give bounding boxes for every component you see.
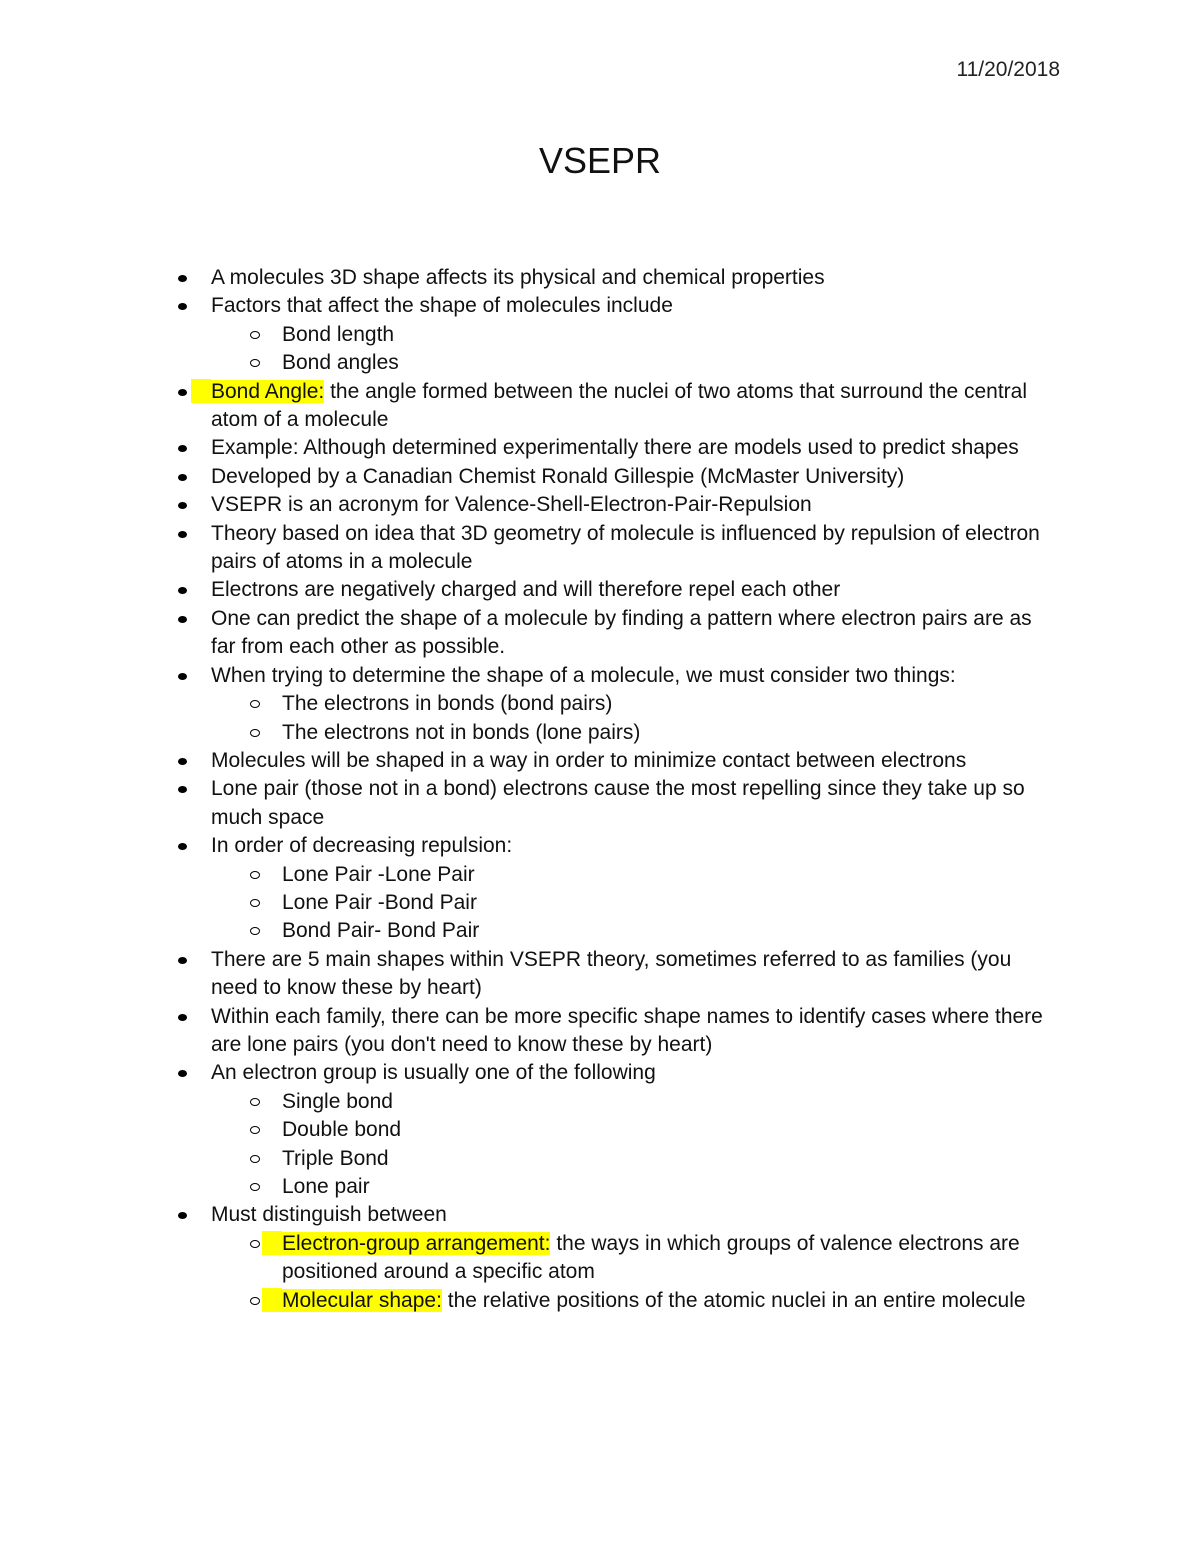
- list-item-text: the relative positions of the atomic nuclei in an entire molecule: [441, 1288, 1026, 1312]
- highlighted-term: Molecular shape:: [282, 1288, 442, 1312]
- list-item-text: Electrons are negatively charged and will therefore repel each other: [211, 578, 841, 602]
- sub-list-item: [282, 1230, 1072, 1287]
- filled-bullet-icon: [178, 587, 187, 594]
- filled-bullet-icon: [178, 474, 187, 481]
- list-item-text: Bond length: [282, 322, 395, 346]
- sub-list-item: [282, 1287, 1072, 1315]
- list-item-text: In order of decreasing repulsion:: [211, 834, 513, 858]
- sub-list-item: [282, 690, 1072, 718]
- list-item: [211, 264, 1061, 292]
- hollow-bullet-icon: [250, 1183, 260, 1191]
- filled-bullet-icon: [178, 1212, 187, 1219]
- list-item: [211, 520, 1061, 577]
- filled-bullet-icon: [178, 616, 187, 623]
- hollow-bullet-icon: [250, 1126, 260, 1134]
- list-item: [211, 1003, 1061, 1060]
- hollow-bullet-icon: [250, 359, 260, 367]
- filled-bullet-icon: [178, 502, 187, 509]
- list-item-text: An electron group is usually one of the following: [211, 1061, 656, 1085]
- hollow-bullet-icon: [250, 899, 260, 907]
- hollow-bullet-icon: [250, 1098, 260, 1106]
- list-item: [211, 1201, 1061, 1229]
- list-item: [211, 378, 1061, 435]
- sub-list-item: [282, 1116, 1072, 1144]
- list-item-text: Double bond: [282, 1118, 402, 1142]
- list-item: [211, 491, 1061, 519]
- highlighted-term: Electron-group arrangement:: [282, 1231, 551, 1255]
- list-item-text: Bond angles: [282, 351, 399, 375]
- sub-list-item: [282, 349, 1072, 377]
- list-item: [211, 605, 1061, 662]
- filled-bullet-icon: [178, 389, 187, 396]
- sub-list-item: [282, 719, 1072, 747]
- list-item-text: Lone pair (those not in a bond) electrons cause the most repelling since they take up so much space: [211, 777, 1025, 829]
- list-item: [211, 747, 1061, 775]
- list-item-text: Factors that affect the shape of molecules include: [211, 294, 673, 318]
- sub-list-item: [282, 917, 1072, 945]
- hollow-bullet-icon: [250, 729, 260, 737]
- sub-list-item: [282, 1145, 1072, 1173]
- filled-bullet-icon: [178, 957, 187, 964]
- filled-bullet-icon: [178, 843, 187, 850]
- hollow-bullet-icon: [250, 331, 260, 339]
- filled-bullet-icon: [178, 786, 187, 793]
- list-item: [211, 946, 1061, 1003]
- bullet-list: [0, 264, 1200, 1315]
- sub-list-item: [282, 1173, 1072, 1201]
- hollow-bullet-icon: [250, 1240, 260, 1248]
- hollow-bullet-icon: [250, 1155, 260, 1163]
- list-item-text: The electrons in bonds (bond pairs): [282, 692, 613, 716]
- filled-bullet-icon: [178, 1014, 187, 1021]
- list-item: [211, 775, 1061, 832]
- filled-bullet-icon: [178, 445, 187, 452]
- sub-list-item: [282, 889, 1072, 917]
- list-item-text: Single bond: [282, 1089, 393, 1113]
- list-item: [211, 832, 1061, 860]
- list-item-text: Example: Although determined experimentally there are models used to predict shapes: [211, 436, 1019, 460]
- list-item: [211, 434, 1061, 462]
- highlight-marker: [262, 1288, 282, 1312]
- list-item-text: Within each family, there can be more specific shape names to identify cases where there are lone pairs (you don't need to know these by heart): [211, 1004, 1043, 1056]
- sub-list-item: [282, 861, 1072, 889]
- list-item-text: Bond Pair- Bond Pair: [282, 919, 480, 943]
- list-item: [211, 662, 1061, 690]
- list-item-text: Lone Pair -Bond Pair: [282, 890, 477, 914]
- page-date: 11/20/2018: [956, 58, 1060, 81]
- list-item-text: the angle formed between the nuclei of two atoms that surround the central atom of a molecule: [211, 379, 1028, 432]
- list-item-text: When trying to determine the shape of a molecule, we must consider two things:: [211, 663, 956, 687]
- filled-bullet-icon: [178, 673, 187, 680]
- list-item: [211, 292, 1061, 320]
- list-item-text: the ways in which groups of valence electrons are positioned around a specific atom: [282, 1231, 1020, 1284]
- filled-bullet-icon: [178, 303, 187, 310]
- list-item-text: A molecules 3D shape affects its physical and chemical properties: [211, 266, 825, 289]
- list-item-text: Molecules will be shaped in a way in order to minimize contact between electrons: [211, 748, 967, 772]
- page-title: VSEPR: [538, 140, 662, 181]
- hollow-bullet-icon: [250, 700, 260, 708]
- list-item-text: Must distinguish between: [211, 1203, 447, 1227]
- list-item-text: The electrons not in bonds (lone pairs): [282, 720, 641, 744]
- sub-list-item: [282, 1088, 1072, 1116]
- hollow-bullet-icon: [250, 1297, 260, 1305]
- highlighted-term: Bond Angle:: [211, 379, 325, 403]
- list-item: [211, 463, 1061, 491]
- list-item-text: Lone pair: [282, 1175, 370, 1198]
- filled-bullet-icon: [178, 1070, 187, 1077]
- hollow-bullet-icon: [250, 927, 260, 935]
- filled-bullet-icon: [178, 758, 187, 765]
- sub-list-item: [282, 321, 1072, 349]
- filled-bullet-icon: [178, 531, 187, 538]
- list-item: [211, 1059, 1061, 1087]
- list-item-text: Triple Bond: [282, 1146, 389, 1170]
- list-item-text: One can predict the shape of a molecule by finding a pattern where electron pairs are as far from each other as possible.: [211, 606, 1032, 659]
- filled-bullet-icon: [178, 275, 187, 282]
- hollow-bullet-icon: [250, 871, 260, 879]
- list-item-text: Developed by a Canadian Chemist Ronald Gillespie (McMaster University): [211, 464, 905, 488]
- highlight-marker: [262, 1231, 282, 1255]
- list-item-text: Theory based on idea that 3D geometry of molecule is influenced by repulsion of electron pairs of atoms in a molecule: [211, 521, 1040, 574]
- list-item-text: VSEPR is an acronym for Valence-Shell-Electron-Pair-Repulsion: [211, 493, 812, 517]
- list-item-text: There are 5 main shapes within VSEPR theory, sometimes referred to as families (you need to know these by heart): [211, 947, 1012, 1000]
- list-item-text: Lone Pair -Lone Pair: [282, 862, 475, 886]
- list-item: [211, 576, 1061, 604]
- highlight-marker: [191, 379, 211, 403]
